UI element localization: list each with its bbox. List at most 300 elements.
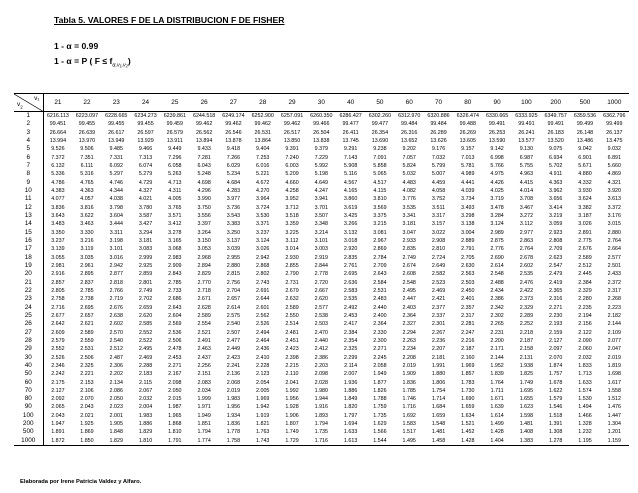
table-cell: 2.329 xyxy=(519,304,534,311)
table-cell: 2.488 xyxy=(490,279,504,286)
table-cell: 1.499 xyxy=(490,421,504,428)
table-cell: 2.659 xyxy=(138,304,153,311)
table-cell: 1.574 xyxy=(578,387,592,394)
table-cell: 2.449 xyxy=(226,346,241,353)
table-cell: 1.614 xyxy=(490,412,504,419)
table-cell: 1.466 xyxy=(578,412,592,419)
table-cell: 4.911 xyxy=(549,171,563,178)
table-cell: 1.383 xyxy=(512,437,541,446)
table-cell: 3.750 xyxy=(197,204,211,211)
table-cell: 2.614 xyxy=(490,262,504,269)
table-cell: 6228.665 xyxy=(105,113,128,119)
table-cell: 2.925 xyxy=(138,262,153,269)
table-cell: 2.608 xyxy=(402,271,416,278)
table-cell: 3.724 xyxy=(256,204,270,211)
table-row xyxy=(14,212,629,220)
table-cell: 2.919 xyxy=(314,254,328,261)
table-cell: 2.065 xyxy=(51,404,65,411)
table-cell: 2.464 xyxy=(256,337,270,344)
table-cell: 4.014 xyxy=(519,187,534,194)
table-cell: 2.514 xyxy=(285,321,299,328)
table-cell: 2.920 xyxy=(343,246,358,253)
table-cell: 2.223 xyxy=(607,304,621,311)
table-cell: 9.032 xyxy=(607,146,621,153)
table-cell: 2.526 xyxy=(256,321,270,328)
table-cell: 1.919 xyxy=(256,412,270,419)
table-cell: 1.999 xyxy=(197,396,211,403)
table-cell: 4.258 xyxy=(285,187,299,194)
table-cell: 1.983 xyxy=(226,396,241,403)
table-cell: 6.934 xyxy=(549,154,563,161)
table-cell: 3.215 xyxy=(373,221,387,228)
table-cell: 2.221 xyxy=(80,371,94,378)
table-cell: 1.810 xyxy=(168,429,182,436)
table-cell: 2.623 xyxy=(549,254,563,261)
table-cell: 2.614 xyxy=(226,304,241,311)
table-cell: 4.082 xyxy=(402,187,416,194)
table-row xyxy=(14,329,629,337)
table-cell: 5.032 xyxy=(402,171,416,178)
table-cell: 2.092 xyxy=(51,396,65,403)
table-cell: 2.868 xyxy=(256,262,270,269)
table-cell: 9.130 xyxy=(519,146,534,153)
table-cell: 2.535 xyxy=(519,271,534,278)
table-cell: 5.336 xyxy=(51,171,65,178)
table-cell: 2.487 xyxy=(109,354,123,361)
table-cell: 13.850 xyxy=(283,137,301,144)
table-cell: 4.021 xyxy=(138,196,153,203)
table-cell: 1.195 xyxy=(570,437,599,446)
table-cell: 2.183 xyxy=(138,371,153,378)
table-row xyxy=(14,179,629,187)
table-cell: 2.705 xyxy=(461,254,475,261)
table-cell: 2.106 xyxy=(80,387,94,394)
table-cell: 2.579 xyxy=(51,337,65,344)
row-header: 70 xyxy=(14,387,43,395)
table-cell: 2.695 xyxy=(80,304,94,311)
column-header: 70 xyxy=(424,94,453,112)
table-cell: 99.484 xyxy=(430,121,447,128)
table-cell: 13.590 xyxy=(488,137,506,144)
table-cell: 4.363 xyxy=(80,187,94,194)
table-cell: 4.025 xyxy=(490,187,504,194)
table-cell: 26.504 xyxy=(313,129,330,136)
row-header: 2 xyxy=(14,120,43,128)
table-cell: 1.512 xyxy=(607,396,621,403)
table-cell: 2.733 xyxy=(168,287,182,294)
table-cell: 1.583 xyxy=(402,421,416,428)
table-cell: 1.783 xyxy=(461,379,475,386)
table-cell: 2.704 xyxy=(226,287,241,294)
table-cell: 2.756 xyxy=(226,279,241,286)
table-cell: 2.731 xyxy=(285,279,299,286)
table-cell: 2.829 xyxy=(197,271,211,278)
table-cell: 3.124 xyxy=(490,221,504,228)
table-cell: 2.127 xyxy=(549,337,563,344)
column-header: 30 xyxy=(307,94,336,112)
table-cell: 5.702 xyxy=(549,162,563,169)
table-cell: 1.743 xyxy=(248,437,277,446)
table-cell: 3.101 xyxy=(109,246,123,253)
table-cell: 9.449 xyxy=(168,146,182,153)
table-cell: 1.639 xyxy=(490,404,504,411)
table-cell: 3.656 xyxy=(549,196,563,203)
table-cell: 1.729 xyxy=(277,437,306,446)
table-cell: 3.124 xyxy=(256,237,270,244)
table-cell: 99.455 xyxy=(137,121,154,128)
table-cell: 2.531 xyxy=(373,287,387,294)
table-cell: 99.499 xyxy=(606,121,623,128)
row-header: 21 xyxy=(14,279,43,287)
table-cell: 2.236 xyxy=(431,337,446,344)
table-cell: 4.005 xyxy=(168,196,182,203)
table-cell: 6234.273 xyxy=(134,113,157,119)
table-cell: 3.587 xyxy=(138,212,153,219)
table-cell: 2.364 xyxy=(402,312,416,319)
row-header: 8 xyxy=(14,170,43,178)
table-cell: 2.306 xyxy=(109,362,123,369)
table-cell: 6.029 xyxy=(226,162,241,169)
table-cell: 3.571 xyxy=(168,212,182,219)
table-cell: 3.119 xyxy=(80,246,94,253)
table-cell: 4.165 xyxy=(343,187,358,194)
table-cell: 2.522 xyxy=(138,337,153,344)
table-cell: 2.691 xyxy=(256,287,270,294)
table-cell: 2.583 xyxy=(343,287,358,294)
table-cell: 2.028 xyxy=(314,379,328,386)
table-cell: 1.836 xyxy=(402,379,416,386)
table-row xyxy=(14,270,629,278)
table-cell: 2.346 xyxy=(51,362,65,369)
table-cell: 2.327 xyxy=(402,321,416,328)
table-cell: 4.039 xyxy=(461,187,475,194)
table-cell: 2.384 xyxy=(578,279,592,286)
table-cell: 1.836 xyxy=(226,421,241,428)
table-cell: 3.298 xyxy=(461,212,475,219)
row-header: 80 xyxy=(14,395,43,403)
column-header: 40 xyxy=(336,94,365,112)
table-cell: 1.530 xyxy=(578,396,592,403)
table-cell: 5.065 xyxy=(373,171,387,178)
table-row xyxy=(14,362,629,370)
table-cell: 9.238 xyxy=(373,146,387,153)
table-cell: 99.484 xyxy=(401,121,418,128)
table-cell: 2.877 xyxy=(109,271,123,278)
table-cell: 6.891 xyxy=(607,154,621,161)
table-cell: 2.983 xyxy=(168,254,182,261)
table-cell: 99.466 xyxy=(313,121,330,128)
table-cell: 3.444 xyxy=(109,221,123,228)
table-cell: 99.455 xyxy=(108,121,125,128)
table-cell: 6239.861 xyxy=(163,113,186,119)
table-cell: 3.535 xyxy=(402,204,416,211)
table-cell: 1.558 xyxy=(607,387,621,394)
table-cell: 3.294 xyxy=(138,229,153,236)
table-cell: 2.271 xyxy=(168,362,182,369)
table-cell: 2.638 xyxy=(109,312,123,319)
table-cell: 2.453 xyxy=(343,312,358,319)
table-cell: 1.544 xyxy=(365,437,394,446)
table-cell: 1.969 xyxy=(461,362,475,369)
table-cell: 4.459 xyxy=(431,179,446,186)
table-row xyxy=(14,229,629,237)
table-cell: 3.493 xyxy=(461,204,475,211)
table-cell: 2.695 xyxy=(343,271,358,278)
table-cell: 7.331 xyxy=(109,154,123,161)
table-cell: 2.523 xyxy=(431,279,446,286)
table-cell: 2.880 xyxy=(607,229,621,236)
table-cell: 1.952 xyxy=(490,362,504,369)
table-cell: 1.829 xyxy=(138,429,153,436)
table-cell: 2.815 xyxy=(226,271,241,278)
table-cell: 2.440 xyxy=(314,337,328,344)
table-row xyxy=(14,437,629,446)
table-cell: 2.019 xyxy=(607,354,621,361)
table-cell: 2.575 xyxy=(226,312,241,319)
row-header: 10 xyxy=(14,187,43,195)
table-cell: 1.791 xyxy=(160,437,189,446)
table-row xyxy=(14,304,629,312)
table-cell: 6320.886 xyxy=(427,113,450,119)
table-cell: 5.755 xyxy=(519,162,534,169)
table-cell: 2.761 xyxy=(343,262,358,269)
table-cell: 2.540 xyxy=(226,321,241,328)
author-credit: Elaborada por Irene Patricia Valdez y Alfaro. xyxy=(20,479,142,485)
table-cell: 3.382 xyxy=(578,204,592,211)
table-row xyxy=(14,129,629,137)
table-cell: 7.143 xyxy=(343,154,358,161)
table-row xyxy=(14,387,629,395)
table-cell: 2.043 xyxy=(80,404,94,411)
table-cell: 3.736 xyxy=(226,204,241,211)
table-cell: 4.672 xyxy=(256,179,270,186)
table-cell: 2.060 xyxy=(578,346,592,353)
table-row xyxy=(14,312,629,320)
table-cell: 1.659 xyxy=(431,412,446,419)
table-cell: 2.054 xyxy=(256,379,270,386)
table-cell: 2.604 xyxy=(168,312,182,319)
table-cell: 3.081 xyxy=(373,229,387,236)
table-cell: 5.858 xyxy=(373,162,387,169)
table-cell: 2.453 xyxy=(168,354,182,361)
table-cell: 2.930 xyxy=(285,254,299,261)
table-cell: 2.410 xyxy=(256,354,270,361)
table-cell: 4.746 xyxy=(109,179,123,186)
table-cell: 6244.518 xyxy=(192,113,216,119)
table-cell: 5.279 xyxy=(138,171,153,178)
table-cell: 3.952 xyxy=(285,196,299,203)
table-row xyxy=(14,120,629,128)
table-cell: 2.559 xyxy=(80,337,94,344)
table-cell: 2.855 xyxy=(285,262,299,269)
row-header: 9 xyxy=(14,179,43,187)
table-cell: 7.372 xyxy=(51,154,65,161)
v2-label-sub: 2 xyxy=(20,104,23,109)
table-cell: 2.234 xyxy=(402,346,416,353)
row-header: 12 xyxy=(14,204,43,212)
table-cell: 1.758 xyxy=(219,437,248,446)
table-cell: 2.547 xyxy=(549,262,563,269)
table-cell: 2.589 xyxy=(578,254,592,261)
table-cell: 2.764 xyxy=(519,246,534,253)
column-header: 90 xyxy=(482,94,511,112)
row-header: 29 xyxy=(14,345,43,353)
table-cell: 2.377 xyxy=(431,304,446,311)
table-cell: 1.764 xyxy=(490,379,504,386)
table-cell: 2.317 xyxy=(607,287,621,294)
column-header: 100 xyxy=(512,94,541,112)
table-cell: 2.068 xyxy=(226,379,241,386)
table-cell: 3.330 xyxy=(80,229,94,236)
table-cell: 13.911 xyxy=(166,137,183,144)
table-cell: 2.131 xyxy=(519,354,534,361)
row-header: 25 xyxy=(14,312,43,320)
table-cell: 3.371 xyxy=(256,221,270,228)
table-cell: 3.816 xyxy=(80,204,94,211)
table-cell: 3.765 xyxy=(168,204,182,211)
table-cell: 3.964 xyxy=(256,196,270,203)
row-header: 11 xyxy=(14,195,43,203)
table-cell: 1.956 xyxy=(285,396,299,403)
table-cell: 5.766 xyxy=(490,162,504,169)
table-cell: 9.466 xyxy=(138,146,153,153)
table-cell: 1.928 xyxy=(285,404,299,411)
table-cell: 1.655 xyxy=(519,396,534,403)
row-header: 40 xyxy=(14,362,43,370)
table-cell: 2.521 xyxy=(197,329,211,336)
table-cell: 1.794 xyxy=(314,421,328,428)
table-row xyxy=(14,420,629,428)
table-cell: 1.826 xyxy=(373,387,387,394)
table-cell: 2.160 xyxy=(461,354,475,361)
table-cell: 3.181 xyxy=(402,221,416,228)
table-cell: 2.301 xyxy=(431,321,446,328)
table-cell: 26.137 xyxy=(606,129,623,136)
v1-label: v₁ xyxy=(34,95,40,102)
table-cell: 2.676 xyxy=(578,246,592,253)
table-cell: 6333.925 xyxy=(515,113,538,119)
table-cell: 2.167 xyxy=(168,371,182,378)
table-cell: 2.749 xyxy=(138,287,153,294)
table-cell: 2.134 xyxy=(109,379,123,386)
table-cell: 2.043 xyxy=(51,412,65,419)
table-cell: 3.053 xyxy=(197,246,211,253)
table-cell: 5.221 xyxy=(256,171,270,178)
table-cell: 1.447 xyxy=(607,412,621,419)
table-cell: 2.144 xyxy=(607,321,621,328)
table-cell: 3.311 xyxy=(109,229,123,236)
column-header: 50 xyxy=(365,94,394,112)
table-cell: 2.445 xyxy=(578,271,592,278)
table-cell: 2.083 xyxy=(197,379,211,386)
table-cell: 1.848 xyxy=(109,429,123,436)
table-cell: 2.337 xyxy=(431,312,446,319)
table-cell: 4.441 xyxy=(461,179,475,186)
table-cell: 3.225 xyxy=(285,229,299,236)
table-cell: 3.348 xyxy=(314,221,328,228)
table-cell: 1.633 xyxy=(343,429,358,436)
table-cell: 2.495 xyxy=(402,287,416,294)
table-cell: 2.067 xyxy=(138,387,153,394)
table-cell: 1.659 xyxy=(461,404,475,411)
table-row xyxy=(14,337,629,345)
table-cell: 1.850 xyxy=(72,437,101,446)
column-header: 29 xyxy=(277,94,306,112)
table-cell: 4.729 xyxy=(138,179,153,186)
table-row xyxy=(14,262,629,270)
table-cell: 1.711 xyxy=(490,387,504,394)
table-cell: 1.566 xyxy=(373,429,387,436)
table-cell: 3.941 xyxy=(314,196,328,203)
table-cell: 1.548 xyxy=(431,421,446,428)
table-cell: 2.601 xyxy=(256,304,270,311)
table-cell: 6362.796 xyxy=(603,113,626,119)
table-cell: 2.207 xyxy=(431,346,446,353)
table-cell: 13.605 xyxy=(459,137,476,144)
table-cell: 2.098 xyxy=(168,379,182,386)
table-cell: 2.433 xyxy=(607,271,621,278)
table-cell: 2.050 xyxy=(168,387,182,394)
table-row xyxy=(14,403,629,411)
table-cell: 1.774 xyxy=(189,437,218,446)
table-cell: 26.411 xyxy=(342,129,359,136)
table-cell: 1.730 xyxy=(461,387,475,394)
table-cell: 6330.665 xyxy=(485,113,509,119)
table-cell: 2.194 xyxy=(578,312,592,319)
table-cell: 1.956 xyxy=(226,404,241,411)
table-cell: 26.517 xyxy=(283,129,301,136)
table-cell: 13.929 xyxy=(137,137,154,144)
table-cell: 1.797 xyxy=(343,412,358,419)
table-cell: 3.266 xyxy=(343,221,358,228)
table-cell: 2.005 xyxy=(256,387,270,394)
table-cell: 2.642 xyxy=(51,321,65,328)
table-cell: 2.476 xyxy=(519,279,534,286)
table-cell: 6349.757 xyxy=(544,113,567,119)
table-cell: 3.015 xyxy=(607,221,621,228)
table-cell: 4.321 xyxy=(607,179,621,186)
table-cell: 1.934 xyxy=(226,412,241,419)
table-cell: 2.242 xyxy=(51,371,65,378)
table-cell: 1.980 xyxy=(314,387,328,394)
table-row xyxy=(14,345,629,353)
table-cell: 2.153 xyxy=(80,379,94,386)
table-cell: 2.724 xyxy=(431,254,446,261)
table-row xyxy=(14,245,629,253)
table-cell: 4.765 xyxy=(80,179,94,186)
table-cell: 1.495 xyxy=(395,437,424,446)
table-cell: 3.375 xyxy=(373,212,387,219)
table-cell: 1.735 xyxy=(314,429,328,436)
table-cell: 1.278 xyxy=(541,437,570,446)
table-cell: 2.875 xyxy=(490,237,504,244)
table-cell: 1.613 xyxy=(336,437,365,446)
table-cell: 3.622 xyxy=(80,212,94,219)
table-cell: 2.785 xyxy=(80,287,94,294)
table-cell: 2.503 xyxy=(461,279,475,286)
table-cell: 4.660 xyxy=(285,179,299,186)
table-cell: 5.799 xyxy=(431,162,446,169)
formula-end: ) xyxy=(127,56,131,66)
table-cell: 5.248 xyxy=(197,171,211,178)
table-cell: 2.577 xyxy=(314,304,328,311)
table-cell: 7.057 xyxy=(402,154,416,161)
table-cell: 2.908 xyxy=(431,237,446,244)
table-cell: 2.127 xyxy=(51,387,65,394)
table-cell: 13.838 xyxy=(313,137,330,144)
table-cell: 3.780 xyxy=(138,204,153,211)
table-cell: 3.157 xyxy=(431,221,446,228)
